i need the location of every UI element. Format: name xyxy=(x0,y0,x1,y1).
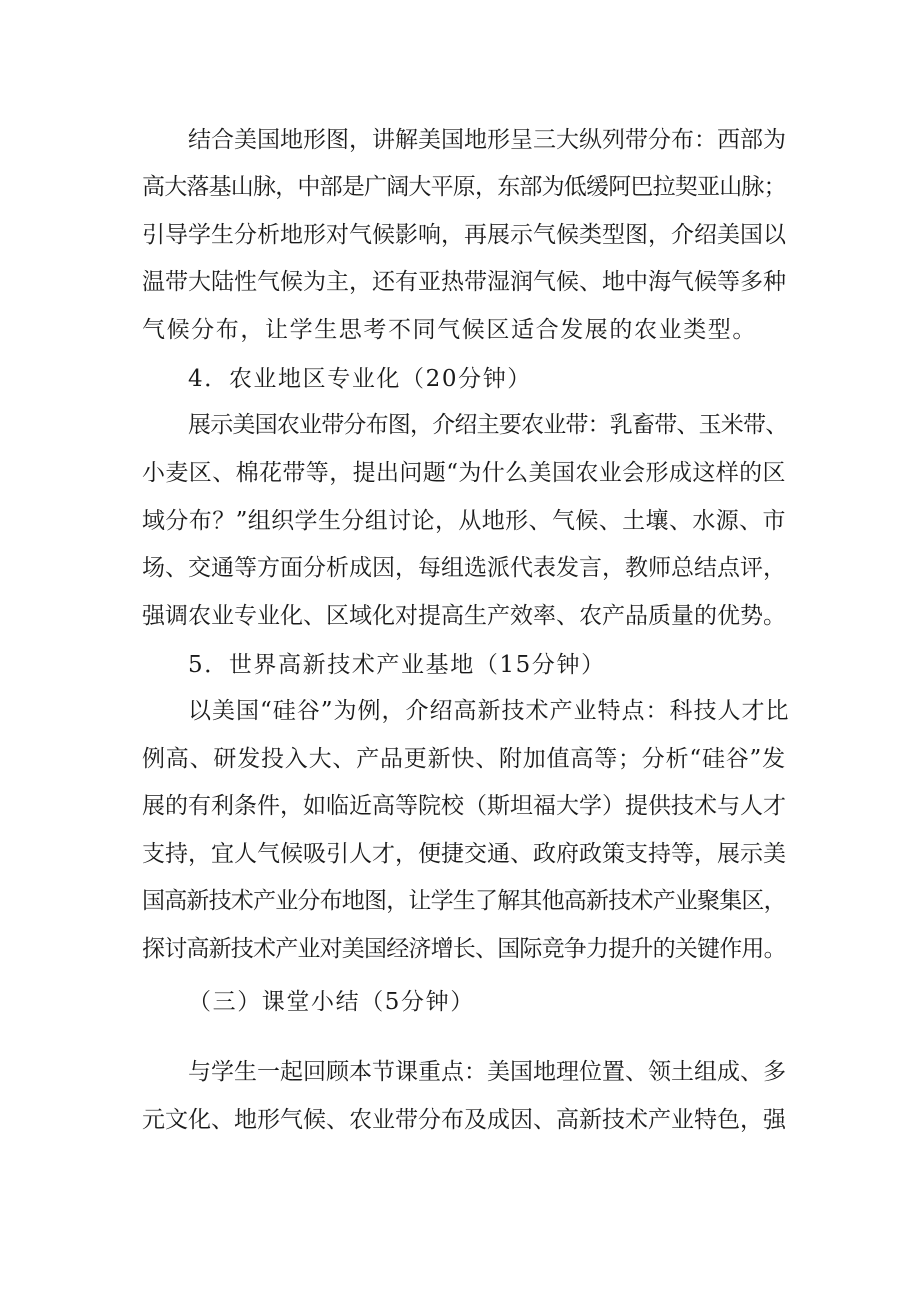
paragraph-line: 国高新技术产业分布地图，让学生了解其他高新技术产业聚集区， xyxy=(142,888,786,914)
paragraph-line: 结合美国地形图，讲解美国地形呈三大纵列带分布：西部为 xyxy=(188,127,786,153)
paragraph-line: 展示美国农业带分布图，介绍主要农业带：乳畜带、玉米带、 xyxy=(188,412,788,438)
paragraph-line: 温带大陆性气候为主，还有亚热带湿润气候、地中海气候等多种 xyxy=(142,269,786,295)
section-heading: 4．农业地区专业化（20分钟） xyxy=(188,366,532,392)
paragraph-line: 探讨高新技术产业对美国经济增长、国际竞争力提升的关键作用。 xyxy=(142,936,786,962)
paragraph-line: 以美国“硅谷”为例，介绍高新技术产业特点：科技人才比 xyxy=(188,698,790,724)
paragraph-line: 高大落基山脉，中部是广阔大平原，东部为低缓阿巴拉契亚山脉； xyxy=(142,174,786,200)
paragraph-line: 与学生一起回顾本节课重点：美国地理位置、领土组成、多 xyxy=(188,1059,786,1085)
paragraph-line: 例高、研发投入大、产品更新快、附加值高等；分析“硅谷”发 xyxy=(142,746,786,772)
paragraph-line: 域分布？”组织学生分组讨论，从地形、气候、土壤、水源、市 xyxy=(142,508,786,534)
paragraph-line: 引导学生分析地形对气候影响，再展示气候类型图，介绍美国以 xyxy=(142,222,786,248)
paragraph-line: 气候分布，让学生思考不同气候区适合发展的农业类型。 xyxy=(142,317,757,343)
paragraph-line: 支持，宜人气候吸引人才，便捷交通、政府政策支持等，展示美 xyxy=(142,841,786,867)
section-heading: 5．世界高新技术产业基地（15分钟） xyxy=(188,652,606,678)
paragraph-line: 小麦区、棉花带等，提出问题“为什么美国农业会形成这样的区 xyxy=(142,460,786,486)
paragraph-line: 强调农业专业化、区域化对提高生产效率、农产品质量的优势。 xyxy=(142,603,786,629)
paragraph-line: 元文化、地形气候、农业带分布及成因、高新技术产业特色，强 xyxy=(142,1107,786,1133)
paragraph-line: 展的有利条件，如临近高等院校（斯坦福大学）提供技术与人才 xyxy=(142,793,786,819)
paragraph-line: 场、交通等方面分析成因，每组选派代表发言，教师总结点评， xyxy=(142,555,786,581)
section-heading: （三）课堂小结（5分钟） xyxy=(188,989,475,1015)
